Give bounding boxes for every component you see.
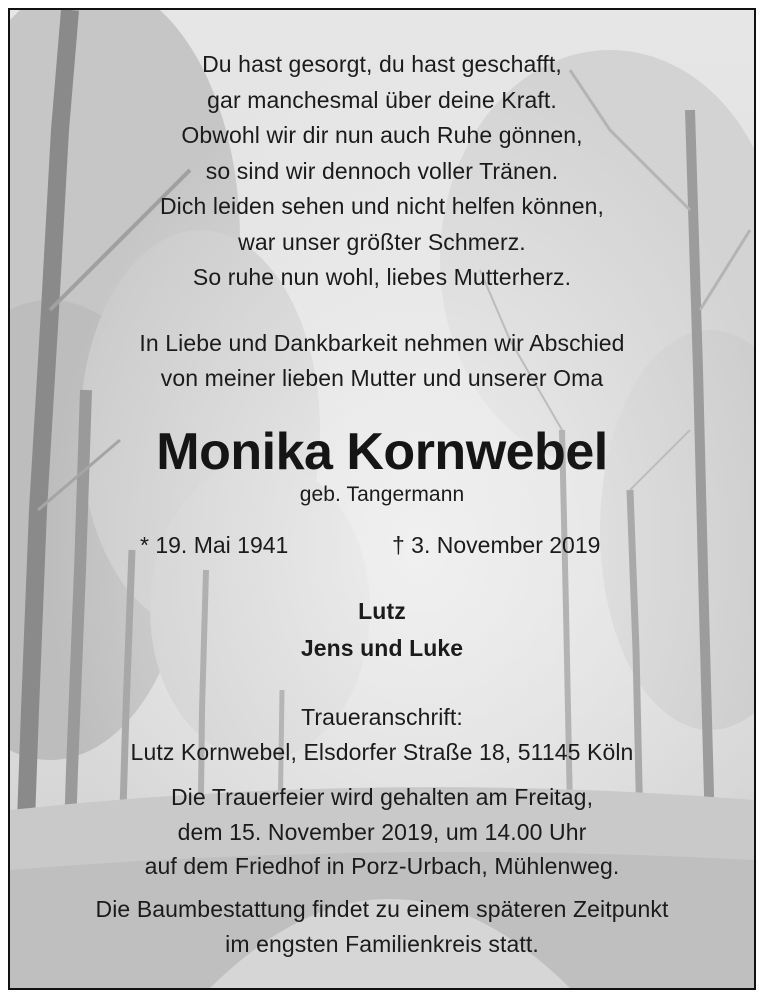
- birth-date: * 19. Mai 1941: [140, 532, 289, 558]
- poem-line: Dich leiden sehen und nicht helfen können,: [159, 193, 605, 219]
- notice-text: [10, 10, 754, 988]
- mourner-name: Lutz: [358, 598, 406, 624]
- obituary-notice: [8, 8, 756, 990]
- poem-line: so sind wir dennoch voller Tränen.: [205, 158, 559, 184]
- poem-line: war unser größter Schmerz.: [238, 229, 526, 255]
- ceremony-line: auf dem Friedhof in Porz-Urbach, Mühlenweg.: [144, 853, 620, 879]
- ceremony-line: dem 15. November 2019, um 14.00 Uhr: [177, 819, 587, 845]
- poem-line: Obwohl wir dir nun auch Ruhe gönnen,: [181, 122, 583, 148]
- ceremony-line: Die Trauerfeier wird gehalten am Freitag,: [170, 784, 594, 810]
- poem-line: gar manchesmal über deine Kraft.: [207, 87, 557, 113]
- maiden-name: geb. Tangermann: [299, 483, 465, 506]
- deceased-name: Monika Kornwebel: [156, 423, 608, 481]
- poem-line: So ruhe nun wohl, liebes Mutterherz.: [192, 264, 572, 290]
- poem-line: Du hast gesorgt, du hast geschafft,: [202, 51, 562, 77]
- intro-line: von meiner lieben Mutter und unserer Oma: [160, 365, 604, 391]
- address-label: Traueranschrift:: [301, 704, 463, 730]
- burial-line: im engsten Familienkreis statt.: [225, 931, 539, 957]
- burial-line: Die Baumbestattung findet zu einem späteren Zeitpunkt: [95, 896, 669, 922]
- address-line: Lutz Kornwebel, Elsdorfer Straße 18, 51145 Köln: [130, 739, 634, 765]
- death-date: † 3. November 2019: [392, 532, 601, 558]
- intro-line: In Liebe und Dankbarkeit nehmen wir Abschied: [139, 330, 625, 356]
- mourner-name: Jens und Luke: [300, 635, 464, 661]
